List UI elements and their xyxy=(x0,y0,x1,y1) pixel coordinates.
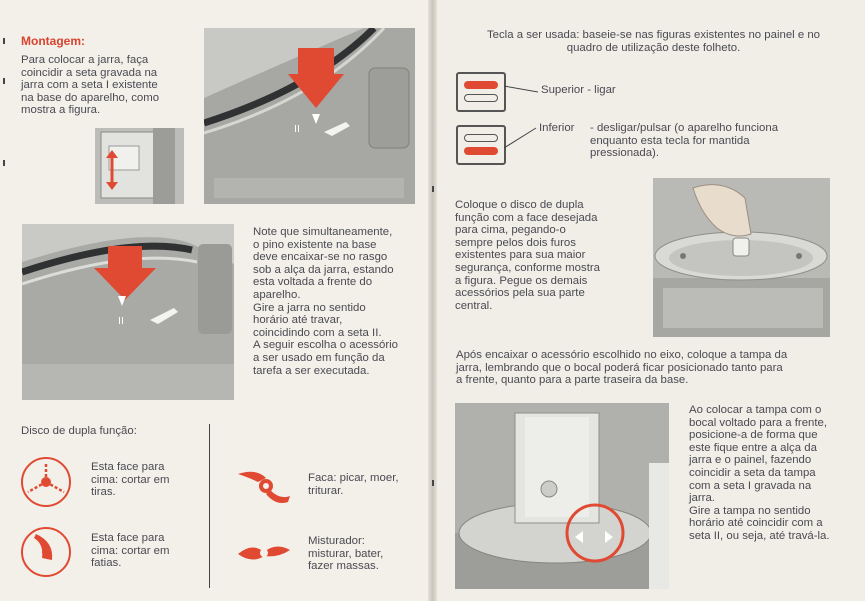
disc-placement-illustration xyxy=(653,178,830,337)
blade-icon xyxy=(236,466,292,506)
lid-placement-illustration xyxy=(455,403,669,589)
column-separator xyxy=(209,424,210,588)
inferior-key-outline xyxy=(464,94,498,102)
faca-text: Faca: picar, moer, triturar. xyxy=(308,472,399,497)
base-closeup-illustration-2 xyxy=(22,224,234,400)
disco-slices-text: Esta face para cima: cortar em fatias. xyxy=(91,532,170,570)
inferior-description: - desligar/pulsar (o aparelho funciona enquanto esta tecla for mantida pressionada). xyxy=(590,122,779,160)
margin-mark xyxy=(3,38,5,44)
note-text: Note que simultaneamente, o pino existente na base deve encaixar-se no rasgo sob a alça da jarra, estando esta voltada a frente do aparelho. Gire a jarra no sentido horário até travar, coincidindo com a seta II. A seguir escolha o acessório a ser usado em função da tarefa a ser executada. xyxy=(253,226,398,377)
superior-key-outline xyxy=(464,134,498,142)
svg-text:II: II xyxy=(118,316,124,327)
mixer-icon xyxy=(236,536,292,570)
svg-text:II: II xyxy=(294,124,300,135)
disc-slices-icon xyxy=(20,526,72,578)
disco-instructions-text: Coloque o disco de dupla função com a face desejada para cima, pegando-o sempre pelos dois furos existentes para sua maior segurança, conforme mostra a figura. Pegue os demais acessórios pela sua parte central. xyxy=(455,199,600,312)
margin-mark xyxy=(3,160,5,166)
base-closeup-photo-1 xyxy=(204,28,415,204)
superior-key-active xyxy=(464,81,498,89)
superior-key-icon xyxy=(456,72,506,112)
tampa-text: Ao colocar a tampa com o bocal voltado para a frente, posicione-a de forma que este fique entre a alça da jarra e o painel, fazendo coincidir a seta da tampa com a seta I gravada na jarra. Gire a tampa no sentido horário até coincidir com a seta II, ou seja, até travá-la. xyxy=(689,404,830,542)
base-closeup-illustration-1 xyxy=(204,28,415,204)
pointer-line-icon xyxy=(504,82,538,96)
inferior-label: Inferior xyxy=(539,122,575,134)
montagem-title: Montagem: xyxy=(21,34,85,48)
disco-title: Disco de dupla função: xyxy=(21,425,137,437)
pointer-line-icon xyxy=(504,124,538,150)
margin-mark xyxy=(432,186,434,192)
book-gutter xyxy=(428,0,437,601)
margin-mark xyxy=(3,78,5,84)
tecla-text: Tecla a ser usada: baseie-se nas figuras existentes no painel e no quadro de utilização deste folheto. xyxy=(486,29,821,54)
disc-placement-photo xyxy=(653,178,830,337)
disco-strips-text: Esta face para cima: cortar em tiras. xyxy=(91,461,170,499)
inferior-key-icon xyxy=(456,125,506,165)
handle-photo xyxy=(95,128,184,204)
handle-illustration xyxy=(95,128,184,204)
inferior-key-active xyxy=(464,147,498,155)
apos-text: Após encaixar o acessório escolhido no eixo, coloque a tampa da jarra, lembrando que o bocal poderá ficar posicionado tanto para a frente, quanto para a parte traseira da base. xyxy=(456,349,788,387)
lid-placement-photo xyxy=(455,403,669,589)
margin-mark xyxy=(432,480,434,486)
superior-label: Superior - ligar xyxy=(541,84,616,96)
disc-strips-icon xyxy=(20,456,72,508)
misturador-text: Misturador: misturar, bater, fazer massas. xyxy=(308,535,384,573)
base-closeup-photo-2 xyxy=(22,224,234,400)
montagem-text: Para colocar a jarra, faça coincidir a seta gravada na jarra com a seta I existente na base do aparelho, como mostra a figura. xyxy=(21,54,160,117)
